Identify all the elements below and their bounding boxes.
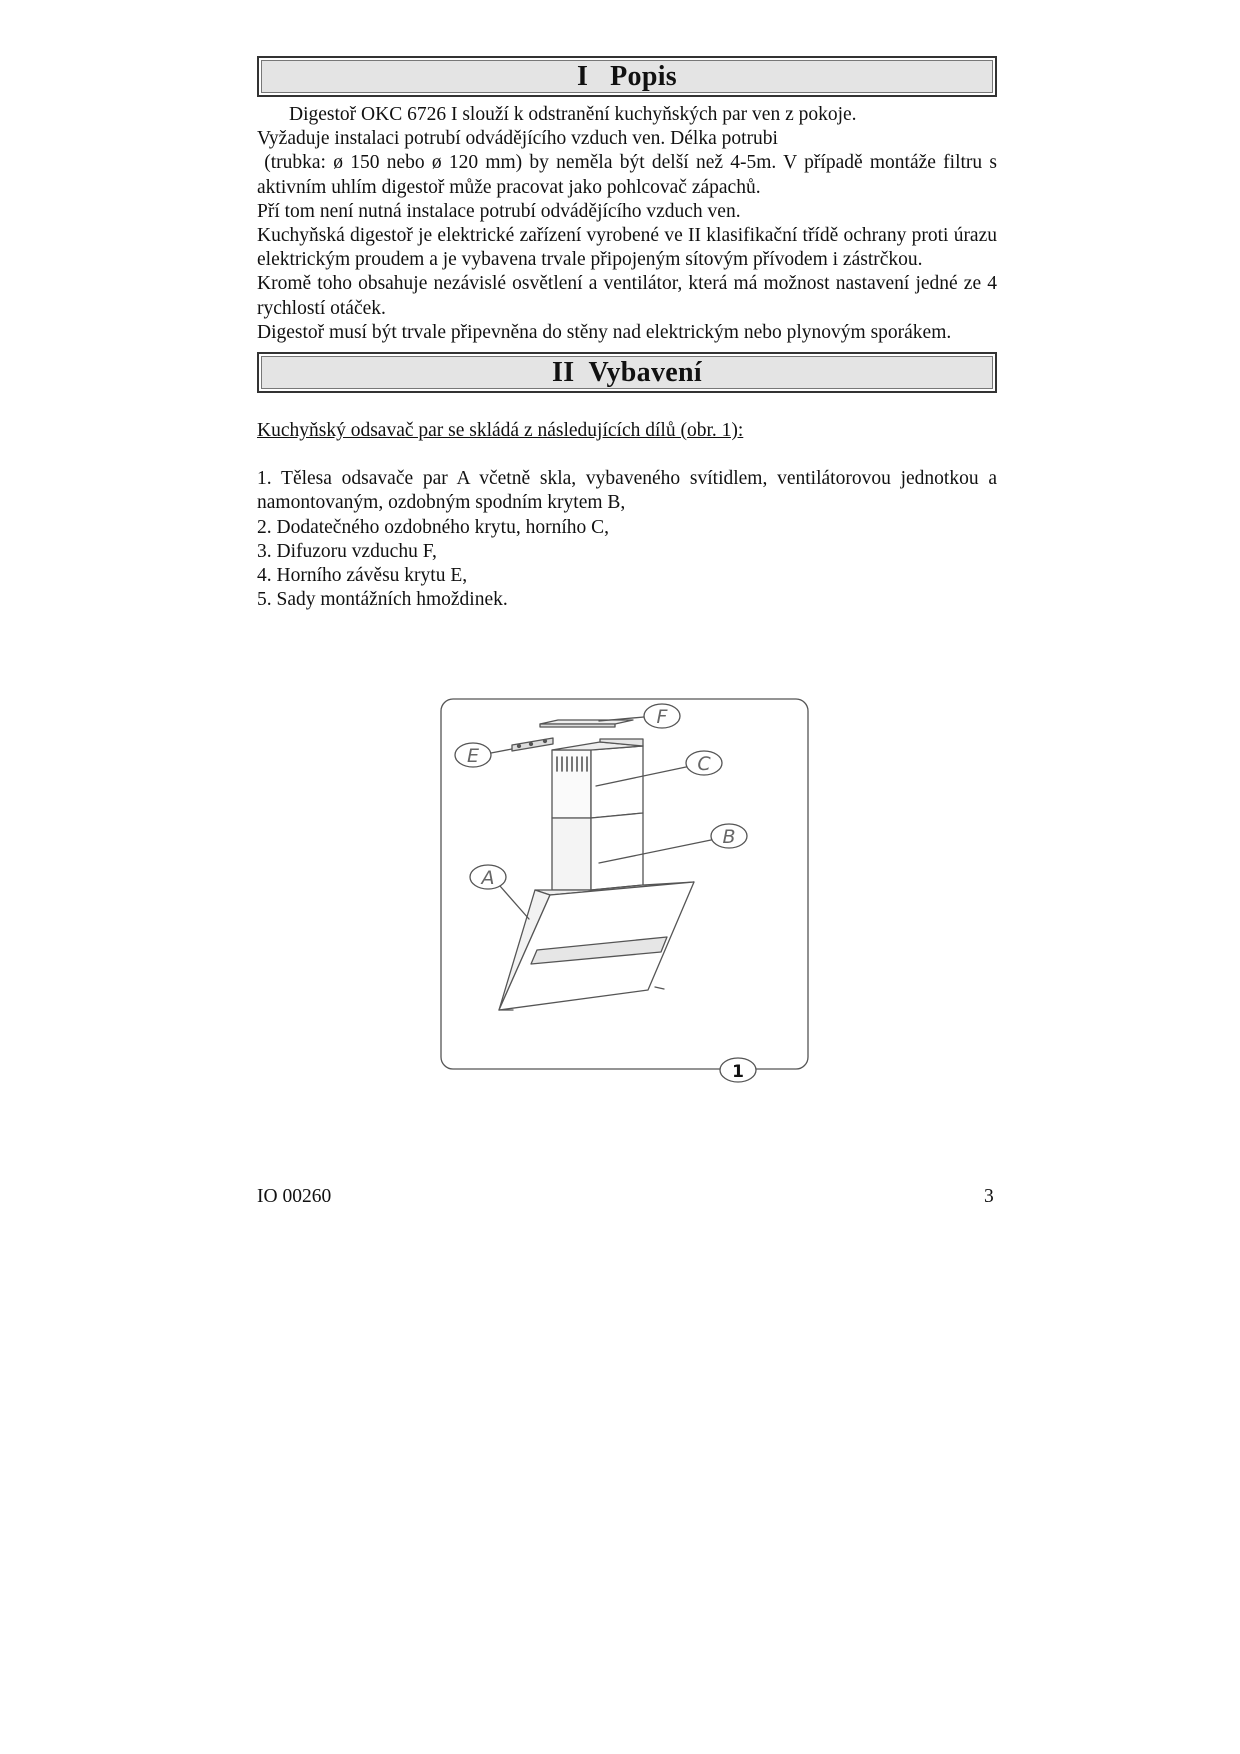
label-f: F xyxy=(656,706,668,728)
list-item: 5. Sady montážních hmoždinek. xyxy=(257,589,508,611)
section-body-popis xyxy=(257,103,1002,345)
list-item: 1. Tělesa odsavače par A včetně skla, vybaveného svítidlem, ventilátorovou jednotkou a namontovaným, ozdobným spodním krytem B, xyxy=(257,468,997,514)
diffuser-part-f xyxy=(540,720,633,727)
label-c: C xyxy=(697,753,711,775)
lower-cover-part-b xyxy=(552,813,643,890)
section-heading-text: II Vybavení xyxy=(552,356,702,388)
list-item: 3. Difuzoru vzduchu F, xyxy=(257,540,437,562)
label-a: A xyxy=(481,867,495,889)
paragraph: (trubka: ø 150 nebo ø 120 mm) by neměla být delší než 4-5m. V případě montáže filtru s aktivním uhlím digestoř může pracovat jako pohlcovač zápachů. xyxy=(257,152,1002,198)
paragraph: Pří tom není nutná instalace potrubí odvádějícího vzduch ven. xyxy=(257,200,741,222)
paragraph: Kromě toho obsahuje nezávislé osvětlení a ventilátor, která má možnost nastavení jedné ze 4 rychlostí otáček. xyxy=(257,273,997,319)
figure-number: 1 xyxy=(732,1062,744,1082)
document-page xyxy=(257,56,1002,612)
hood-body-part-a xyxy=(499,882,694,1010)
paragraph: Vyžaduje instalaci potrubí odvádějícího vzduch ven. Délka potrubi xyxy=(257,128,778,150)
section-body-vybaveni xyxy=(257,419,997,612)
parts-list xyxy=(257,467,997,612)
list-item: 2. Dodatečného ozdobného krytu, horního C, xyxy=(257,516,610,538)
label-a-marker xyxy=(470,865,529,919)
section-heading-vybaveni xyxy=(257,352,997,393)
paragraph: Digestoř musí být trvale připevněna do stěny nad elektrickým nebo plynovým sporákem. xyxy=(257,321,952,343)
hanger-part-e xyxy=(512,738,553,751)
page-number: 3 xyxy=(984,1186,994,1207)
label-e-marker xyxy=(455,743,512,767)
section-heading-popis xyxy=(257,56,997,97)
label-e: E xyxy=(466,745,480,767)
document-code: IO 00260 xyxy=(257,1186,332,1207)
list-item: 4. Horního závěsu krytu E, xyxy=(257,565,468,587)
label-b: B xyxy=(722,826,736,848)
paragraph: Kuchyňská digestoř je elektrické zařízení vyrobené ve II klasifikační třídě ochrany proti úrazu elektrickým proudem a je vybavena trvale připojeným sítovým přívodem i zástrčkou. xyxy=(257,225,997,271)
paragraph: Digestoř OKC 6726 I slouží k odstranění kuchyňských par ven z pokoje. xyxy=(289,104,857,125)
parts-subheading: Kuchyňský odsavač par se skládá z následujících dílů (obr. 1): xyxy=(257,420,744,442)
section-heading-text: I Popis xyxy=(577,60,677,92)
range-hood-figure xyxy=(439,697,810,1090)
